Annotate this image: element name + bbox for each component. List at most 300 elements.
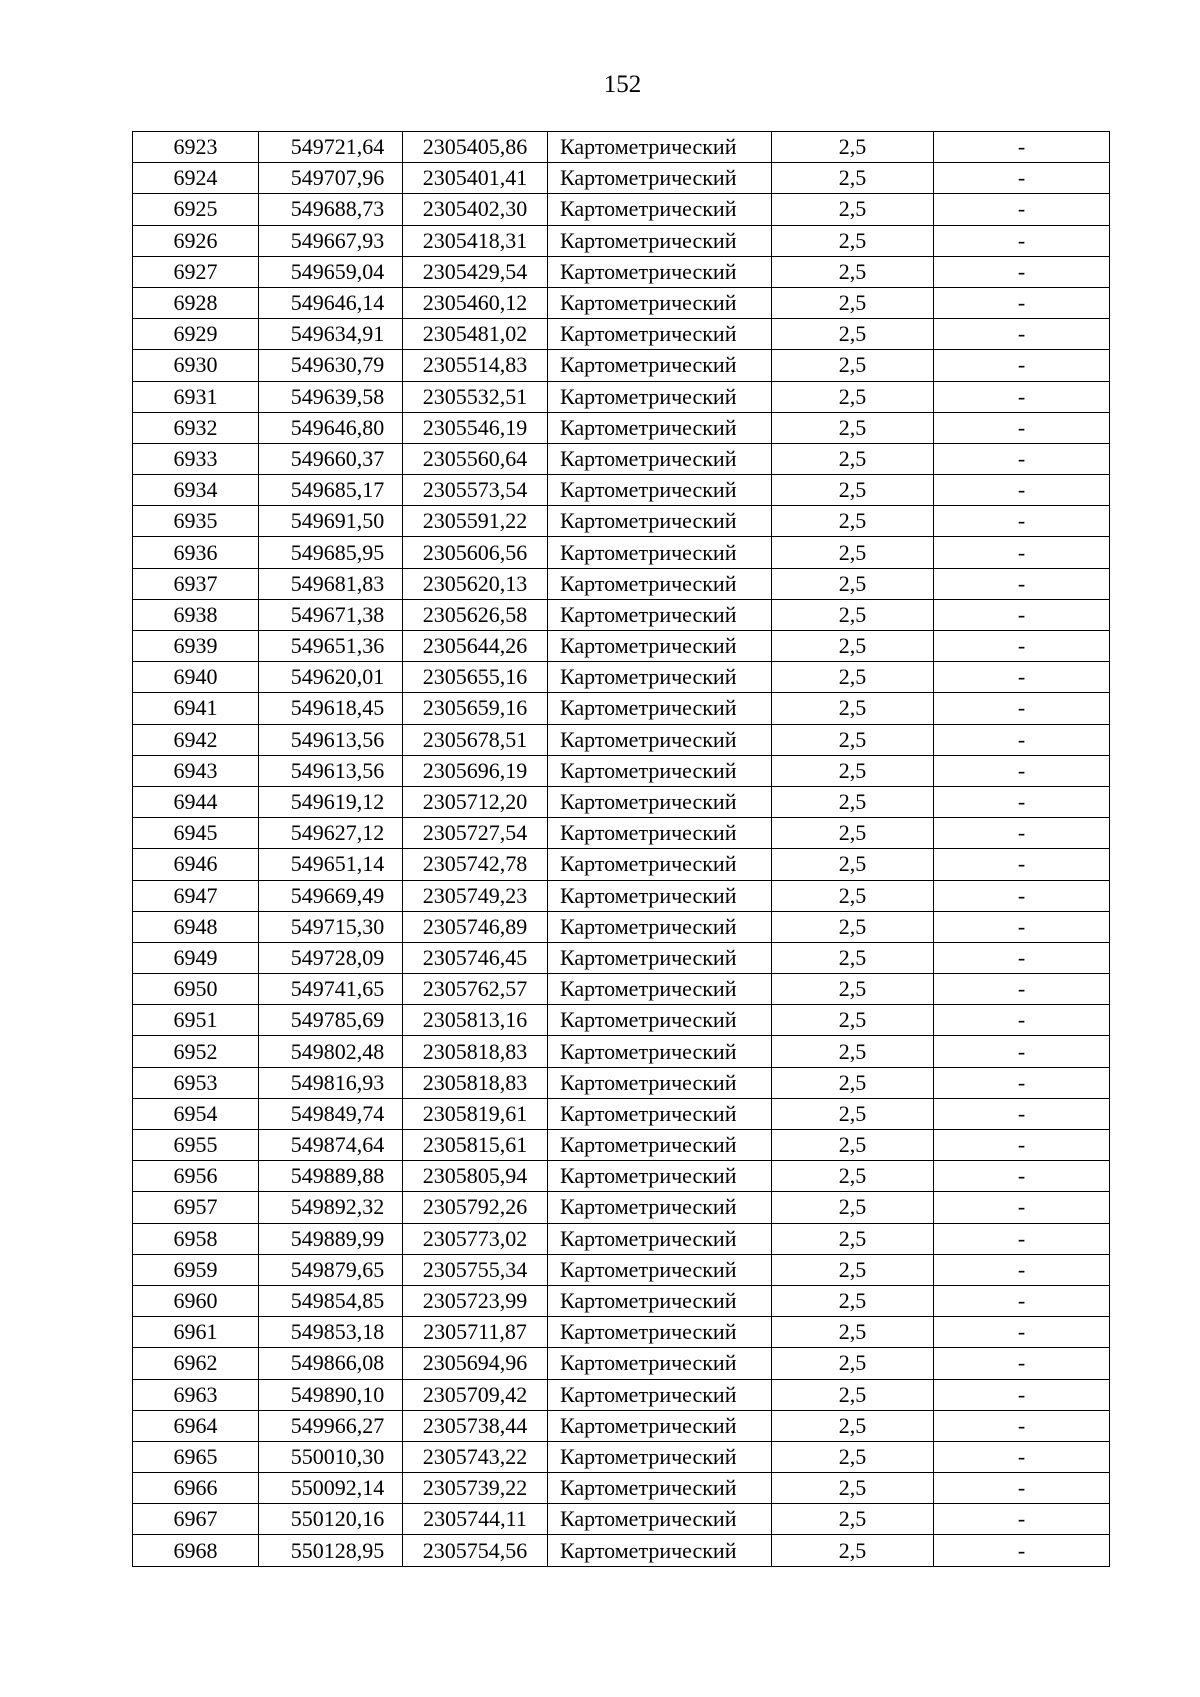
x-coordinate-cell: 550092,14 <box>259 1473 403 1504</box>
description-cell: - <box>934 319 1110 350</box>
table-row <box>133 818 1110 849</box>
y-coordinate-cell: 2305818,83 <box>403 1067 548 1098</box>
method-cell: Картометрический <box>548 1317 772 1348</box>
x-coordinate-cell: 549721,64 <box>259 132 403 163</box>
accuracy-cell: 2,5 <box>772 1441 934 1472</box>
table-row <box>133 1504 1110 1535</box>
y-coordinate-cell: 2305723,99 <box>403 1285 548 1316</box>
x-coordinate-cell: 549889,88 <box>259 1161 403 1192</box>
table-row <box>133 1098 1110 1129</box>
point-number-cell: 6941 <box>133 693 259 724</box>
point-number-cell: 6942 <box>133 724 259 755</box>
accuracy-cell: 2,5 <box>772 818 934 849</box>
x-coordinate-cell: 549681,83 <box>259 568 403 599</box>
method-cell: Картометрический <box>548 1067 772 1098</box>
accuracy-cell: 2,5 <box>772 662 934 693</box>
description-cell: - <box>934 1005 1110 1036</box>
accuracy-cell: 2,5 <box>772 786 934 817</box>
description-cell: - <box>934 849 1110 880</box>
method-cell: Картометрический <box>548 1005 772 1036</box>
y-coordinate-cell: 2305712,20 <box>403 786 548 817</box>
point-number-cell: 6943 <box>133 755 259 786</box>
accuracy-cell: 2,5 <box>772 194 934 225</box>
x-coordinate-cell: 549707,96 <box>259 163 403 194</box>
description-cell: - <box>934 412 1110 443</box>
point-number-cell: 6927 <box>133 256 259 287</box>
method-cell: Картометрический <box>548 880 772 911</box>
point-number-cell: 6923 <box>133 132 259 163</box>
accuracy-cell: 2,5 <box>772 1161 934 1192</box>
x-coordinate-cell: 549874,64 <box>259 1130 403 1161</box>
accuracy-cell: 2,5 <box>772 1067 934 1098</box>
x-coordinate-cell: 549854,85 <box>259 1285 403 1316</box>
accuracy-cell: 2,5 <box>772 225 934 256</box>
table-row <box>133 662 1110 693</box>
x-coordinate-cell: 549892,32 <box>259 1192 403 1223</box>
x-coordinate-cell: 549618,45 <box>259 693 403 724</box>
accuracy-cell: 2,5 <box>772 319 934 350</box>
point-number-cell: 6954 <box>133 1098 259 1129</box>
accuracy-cell: 2,5 <box>772 1098 934 1129</box>
table-row <box>133 1285 1110 1316</box>
method-cell: Картометрический <box>548 1473 772 1504</box>
description-cell: - <box>934 287 1110 318</box>
table-row <box>133 1130 1110 1161</box>
y-coordinate-cell: 2305746,89 <box>403 911 548 942</box>
description-cell: - <box>934 381 1110 412</box>
table-row <box>133 599 1110 630</box>
accuracy-cell: 2,5 <box>772 381 934 412</box>
point-number-cell: 6956 <box>133 1161 259 1192</box>
accuracy-cell: 2,5 <box>772 443 934 474</box>
table-row <box>133 942 1110 973</box>
description-cell: - <box>934 132 1110 163</box>
point-number-cell: 6947 <box>133 880 259 911</box>
description-cell: - <box>934 1098 1110 1129</box>
description-cell: - <box>934 475 1110 506</box>
y-coordinate-cell: 2305481,02 <box>403 319 548 350</box>
y-coordinate-cell: 2305819,61 <box>403 1098 548 1129</box>
method-cell: Картометрический <box>548 786 772 817</box>
description-cell: - <box>934 1254 1110 1285</box>
description-cell: - <box>934 506 1110 537</box>
accuracy-cell: 2,5 <box>772 475 934 506</box>
method-cell: Картометрический <box>548 225 772 256</box>
method-cell: Картометрический <box>548 1441 772 1472</box>
x-coordinate-cell: 549646,80 <box>259 412 403 443</box>
accuracy-cell: 2,5 <box>772 631 934 662</box>
table-row <box>133 350 1110 381</box>
description-cell: - <box>934 942 1110 973</box>
y-coordinate-cell: 2305805,94 <box>403 1161 548 1192</box>
y-coordinate-cell: 2305746,45 <box>403 942 548 973</box>
accuracy-cell: 2,5 <box>772 974 934 1005</box>
table-row <box>133 1036 1110 1067</box>
table-row <box>133 256 1110 287</box>
accuracy-cell: 2,5 <box>772 1348 934 1379</box>
description-cell: - <box>934 1535 1110 1566</box>
accuracy-cell: 2,5 <box>772 880 934 911</box>
description-cell: - <box>934 1504 1110 1535</box>
accuracy-cell: 2,5 <box>772 287 934 318</box>
method-cell: Картометрический <box>548 1223 772 1254</box>
table-row <box>133 1254 1110 1285</box>
x-coordinate-cell: 549741,65 <box>259 974 403 1005</box>
description-cell: - <box>934 631 1110 662</box>
table-row <box>133 1223 1110 1254</box>
point-number-cell: 6957 <box>133 1192 259 1223</box>
table-row <box>133 880 1110 911</box>
method-cell: Картометрический <box>548 911 772 942</box>
x-coordinate-cell: 549660,37 <box>259 443 403 474</box>
point-number-cell: 6928 <box>133 287 259 318</box>
table-row <box>133 163 1110 194</box>
x-coordinate-cell: 550128,95 <box>259 1535 403 1566</box>
table-row <box>133 568 1110 599</box>
x-coordinate-cell: 550010,30 <box>259 1441 403 1472</box>
description-cell: - <box>934 599 1110 630</box>
accuracy-cell: 2,5 <box>772 1223 934 1254</box>
table-row <box>133 1067 1110 1098</box>
description-cell: - <box>934 724 1110 755</box>
table-row <box>133 849 1110 880</box>
table-row <box>133 786 1110 817</box>
method-cell: Картометрический <box>548 1410 772 1441</box>
y-coordinate-cell: 2305744,11 <box>403 1504 548 1535</box>
point-number-cell: 6965 <box>133 1441 259 1472</box>
accuracy-cell: 2,5 <box>772 599 934 630</box>
accuracy-cell: 2,5 <box>772 350 934 381</box>
x-coordinate-cell: 549849,74 <box>259 1098 403 1129</box>
x-coordinate-cell: 549634,91 <box>259 319 403 350</box>
method-cell: Картометрический <box>548 537 772 568</box>
x-coordinate-cell: 549667,93 <box>259 225 403 256</box>
description-cell: - <box>934 693 1110 724</box>
table-row <box>133 1473 1110 1504</box>
point-number-cell: 6968 <box>133 1535 259 1566</box>
y-coordinate-cell: 2305742,78 <box>403 849 548 880</box>
table-row <box>133 724 1110 755</box>
accuracy-cell: 2,5 <box>772 1254 934 1285</box>
method-cell: Картометрический <box>548 693 772 724</box>
x-coordinate-cell: 549651,14 <box>259 849 403 880</box>
x-coordinate-cell: 549879,65 <box>259 1254 403 1285</box>
method-cell: Картометрический <box>548 631 772 662</box>
point-number-cell: 6961 <box>133 1317 259 1348</box>
accuracy-cell: 2,5 <box>772 724 934 755</box>
method-cell: Картометрический <box>548 1379 772 1410</box>
method-cell: Картометрический <box>548 350 772 381</box>
point-number-cell: 6950 <box>133 974 259 1005</box>
description-cell: - <box>934 256 1110 287</box>
method-cell: Картометрический <box>548 1130 772 1161</box>
y-coordinate-cell: 2305749,23 <box>403 880 548 911</box>
method-cell: Картометрический <box>548 1192 772 1223</box>
y-coordinate-cell: 2305739,22 <box>403 1473 548 1504</box>
method-cell: Картометрический <box>548 568 772 599</box>
method-cell: Картометрический <box>548 818 772 849</box>
x-coordinate-cell: 549802,48 <box>259 1036 403 1067</box>
y-coordinate-cell: 2305678,51 <box>403 724 548 755</box>
point-number-cell: 6966 <box>133 1473 259 1504</box>
accuracy-cell: 2,5 <box>772 506 934 537</box>
y-coordinate-cell: 2305560,64 <box>403 443 548 474</box>
accuracy-cell: 2,5 <box>772 942 934 973</box>
y-coordinate-cell: 2305773,02 <box>403 1223 548 1254</box>
point-number-cell: 6955 <box>133 1130 259 1161</box>
table-row <box>133 412 1110 443</box>
y-coordinate-cell: 2305754,56 <box>403 1535 548 1566</box>
point-number-cell: 6940 <box>133 662 259 693</box>
description-cell: - <box>934 1473 1110 1504</box>
table-row <box>133 475 1110 506</box>
method-cell: Картометрический <box>548 475 772 506</box>
table-row <box>133 631 1110 662</box>
table-row <box>133 1005 1110 1036</box>
table-row <box>133 1348 1110 1379</box>
description-cell: - <box>934 1161 1110 1192</box>
method-cell: Картометрический <box>548 163 772 194</box>
method-cell: Картометрический <box>548 132 772 163</box>
method-cell: Картометрический <box>548 1161 772 1192</box>
description-cell: - <box>934 880 1110 911</box>
y-coordinate-cell: 2305813,16 <box>403 1005 548 1036</box>
table-row <box>133 132 1110 163</box>
table-row <box>133 693 1110 724</box>
y-coordinate-cell: 2305815,61 <box>403 1130 548 1161</box>
accuracy-cell: 2,5 <box>772 755 934 786</box>
point-number-cell: 6960 <box>133 1285 259 1316</box>
y-coordinate-cell: 2305655,16 <box>403 662 548 693</box>
accuracy-cell: 2,5 <box>772 1036 934 1067</box>
point-number-cell: 6931 <box>133 381 259 412</box>
x-coordinate-cell: 549866,08 <box>259 1348 403 1379</box>
method-cell: Картометрический <box>548 1285 772 1316</box>
description-cell: - <box>934 1317 1110 1348</box>
point-number-cell: 6938 <box>133 599 259 630</box>
x-coordinate-cell: 549639,58 <box>259 381 403 412</box>
table-row <box>133 755 1110 786</box>
method-cell: Картометрический <box>548 724 772 755</box>
y-coordinate-cell: 2305591,22 <box>403 506 548 537</box>
point-number-cell: 6946 <box>133 849 259 880</box>
table-row <box>133 1410 1110 1441</box>
description-cell: - <box>934 1130 1110 1161</box>
y-coordinate-cell: 2305644,26 <box>403 631 548 662</box>
point-number-cell: 6952 <box>133 1036 259 1067</box>
point-number-cell: 6944 <box>133 786 259 817</box>
method-cell: Картометрический <box>548 381 772 412</box>
method-cell: Картометрический <box>548 1254 772 1285</box>
y-coordinate-cell: 2305429,54 <box>403 256 548 287</box>
method-cell: Картометрический <box>548 1348 772 1379</box>
accuracy-cell: 2,5 <box>772 1192 934 1223</box>
accuracy-cell: 2,5 <box>772 163 934 194</box>
point-number-cell: 6939 <box>133 631 259 662</box>
y-coordinate-cell: 2305792,26 <box>403 1192 548 1223</box>
point-number-cell: 6935 <box>133 506 259 537</box>
x-coordinate-cell: 549685,95 <box>259 537 403 568</box>
point-number-cell: 6936 <box>133 537 259 568</box>
y-coordinate-cell: 2305620,13 <box>403 568 548 599</box>
accuracy-cell: 2,5 <box>772 1285 934 1316</box>
x-coordinate-cell: 549651,36 <box>259 631 403 662</box>
description-cell: - <box>934 1379 1110 1410</box>
table-row <box>133 443 1110 474</box>
table-row <box>133 1535 1110 1566</box>
point-number-cell: 6937 <box>133 568 259 599</box>
accuracy-cell: 2,5 <box>772 911 934 942</box>
accuracy-cell: 2,5 <box>772 1535 934 1566</box>
y-coordinate-cell: 2305738,44 <box>403 1410 548 1441</box>
y-coordinate-cell: 2305711,87 <box>403 1317 548 1348</box>
method-cell: Картометрический <box>548 506 772 537</box>
method-cell: Картометрический <box>548 755 772 786</box>
table-row <box>133 1161 1110 1192</box>
description-cell: - <box>934 1348 1110 1379</box>
x-coordinate-cell: 549630,79 <box>259 350 403 381</box>
x-coordinate-cell: 549627,12 <box>259 818 403 849</box>
y-coordinate-cell: 2305755,34 <box>403 1254 548 1285</box>
table-row <box>133 1441 1110 1472</box>
accuracy-cell: 2,5 <box>772 256 934 287</box>
x-coordinate-cell: 549715,30 <box>259 911 403 942</box>
table-row <box>133 506 1110 537</box>
method-cell: Картометрический <box>548 443 772 474</box>
method-cell: Картометрический <box>548 599 772 630</box>
x-coordinate-cell: 549853,18 <box>259 1317 403 1348</box>
x-coordinate-cell: 549816,93 <box>259 1067 403 1098</box>
table-row <box>133 1379 1110 1410</box>
table-row <box>133 194 1110 225</box>
description-cell: - <box>934 911 1110 942</box>
accuracy-cell: 2,5 <box>772 1473 934 1504</box>
page-number: 152 <box>603 71 642 98</box>
point-number-cell: 6925 <box>133 194 259 225</box>
y-coordinate-cell: 2305743,22 <box>403 1441 548 1472</box>
y-coordinate-cell: 2305694,96 <box>403 1348 548 1379</box>
y-coordinate-cell: 2305401,41 <box>403 163 548 194</box>
coordinates-table-body <box>133 132 1110 1567</box>
y-coordinate-cell: 2305418,31 <box>403 225 548 256</box>
description-cell: - <box>934 1441 1110 1472</box>
x-coordinate-cell: 549728,09 <box>259 942 403 973</box>
y-coordinate-cell: 2305659,16 <box>403 693 548 724</box>
x-coordinate-cell: 549646,14 <box>259 287 403 318</box>
table-row <box>133 974 1110 1005</box>
table-row <box>133 319 1110 350</box>
accuracy-cell: 2,5 <box>772 1005 934 1036</box>
description-cell: - <box>934 662 1110 693</box>
y-coordinate-cell: 2305532,51 <box>403 381 548 412</box>
accuracy-cell: 2,5 <box>772 1504 934 1535</box>
point-number-cell: 6924 <box>133 163 259 194</box>
point-number-cell: 6926 <box>133 225 259 256</box>
description-cell: - <box>934 786 1110 817</box>
method-cell: Картометрический <box>548 974 772 1005</box>
table-row <box>133 911 1110 942</box>
description-cell: - <box>934 755 1110 786</box>
description-cell: - <box>934 225 1110 256</box>
table-row <box>133 381 1110 412</box>
description-cell: - <box>934 818 1110 849</box>
point-number-cell: 6934 <box>133 475 259 506</box>
method-cell: Картометрический <box>548 256 772 287</box>
description-cell: - <box>934 350 1110 381</box>
method-cell: Картометрический <box>548 1504 772 1535</box>
x-coordinate-cell: 549691,50 <box>259 506 403 537</box>
point-number-cell: 6962 <box>133 1348 259 1379</box>
table-row <box>133 287 1110 318</box>
table-row <box>133 225 1110 256</box>
y-coordinate-cell: 2305818,83 <box>403 1036 548 1067</box>
point-number-cell: 6929 <box>133 319 259 350</box>
method-cell: Картометрический <box>548 1535 772 1566</box>
accuracy-cell: 2,5 <box>772 568 934 599</box>
x-coordinate-cell: 549613,56 <box>259 724 403 755</box>
table-row <box>133 1317 1110 1348</box>
y-coordinate-cell: 2305405,86 <box>403 132 548 163</box>
point-number-cell: 6959 <box>133 1254 259 1285</box>
method-cell: Картометрический <box>548 319 772 350</box>
x-coordinate-cell: 549889,99 <box>259 1223 403 1254</box>
x-coordinate-cell: 549620,01 <box>259 662 403 693</box>
y-coordinate-cell: 2305626,58 <box>403 599 548 630</box>
description-cell: - <box>934 194 1110 225</box>
method-cell: Картометрический <box>548 1036 772 1067</box>
y-coordinate-cell: 2305573,54 <box>403 475 548 506</box>
description-cell: - <box>934 974 1110 1005</box>
description-cell: - <box>934 1036 1110 1067</box>
table-row <box>133 537 1110 568</box>
description-cell: - <box>934 1223 1110 1254</box>
method-cell: Картометрический <box>548 849 772 880</box>
accuracy-cell: 2,5 <box>772 537 934 568</box>
accuracy-cell: 2,5 <box>772 1130 934 1161</box>
table-row <box>133 1192 1110 1223</box>
point-number-cell: 6953 <box>133 1067 259 1098</box>
y-coordinate-cell: 2305606,56 <box>403 537 548 568</box>
point-number-cell: 6930 <box>133 350 259 381</box>
y-coordinate-cell: 2305696,19 <box>403 755 548 786</box>
method-cell: Картометрический <box>548 194 772 225</box>
point-number-cell: 6964 <box>133 1410 259 1441</box>
y-coordinate-cell: 2305709,42 <box>403 1379 548 1410</box>
point-number-cell: 6945 <box>133 818 259 849</box>
point-number-cell: 6932 <box>133 412 259 443</box>
method-cell: Картометрический <box>548 662 772 693</box>
point-number-cell: 6948 <box>133 911 259 942</box>
method-cell: Картометрический <box>548 942 772 973</box>
x-coordinate-cell: 549671,38 <box>259 599 403 630</box>
point-number-cell: 6967 <box>133 1504 259 1535</box>
accuracy-cell: 2,5 <box>772 1410 934 1441</box>
description-cell: - <box>934 443 1110 474</box>
description-cell: - <box>934 163 1110 194</box>
point-number-cell: 6933 <box>133 443 259 474</box>
y-coordinate-cell: 2305460,12 <box>403 287 548 318</box>
method-cell: Картометрический <box>548 1098 772 1129</box>
point-number-cell: 6951 <box>133 1005 259 1036</box>
accuracy-cell: 2,5 <box>772 849 934 880</box>
y-coordinate-cell: 2305727,54 <box>403 818 548 849</box>
x-coordinate-cell: 550120,16 <box>259 1504 403 1535</box>
x-coordinate-cell: 549685,17 <box>259 475 403 506</box>
y-coordinate-cell: 2305546,19 <box>403 412 548 443</box>
description-cell: - <box>934 568 1110 599</box>
method-cell: Картометрический <box>548 412 772 443</box>
x-coordinate-cell: 549688,73 <box>259 194 403 225</box>
